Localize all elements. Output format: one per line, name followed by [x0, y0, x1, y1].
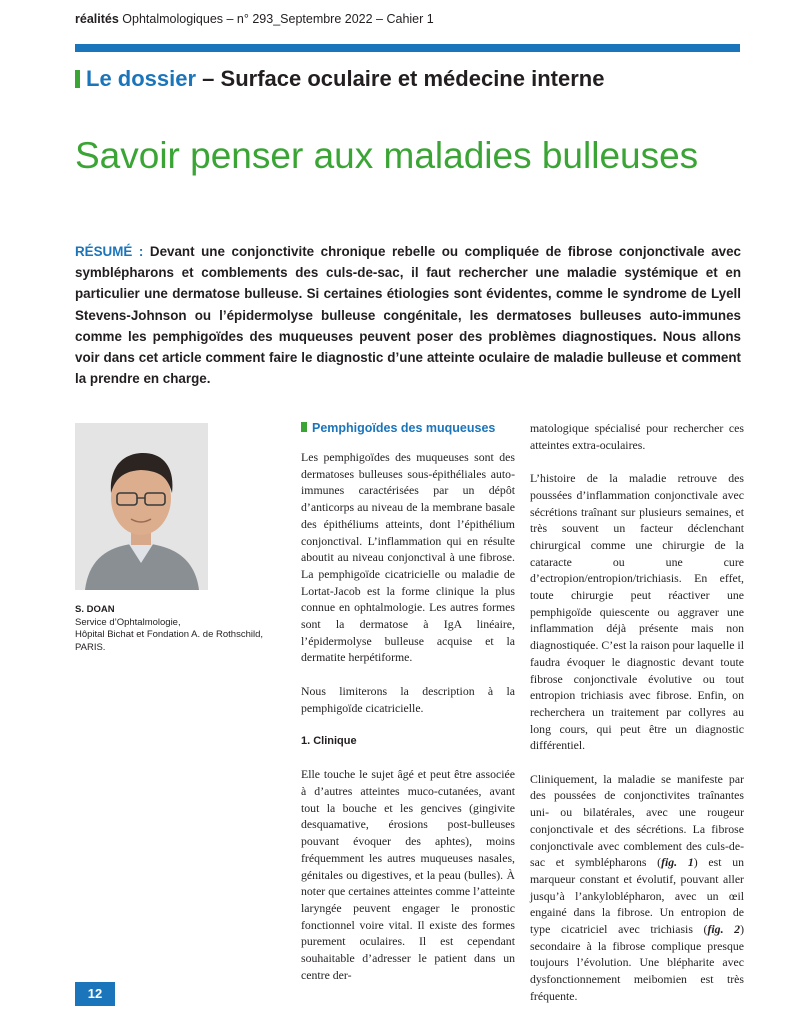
dossier-topic: – Surface oculaire et médecine interne [202, 66, 605, 91]
paragraph: matologique spécialisé pour rechercher ces atteintes extra-oculaires. [530, 421, 744, 452]
paragraph: L’histoire de la maladie retrouve des poussées d’inflammation conjonctivale avec sécrétions traînant sur plusieurs semaines, et très souvent un facteur déclenchant chirurgical comme une chirurgie de la cataracte ou une cure d’ectropion/entropion/trichiasis. En effet, toute chirurgie peut réactiver une pemphigoïde quiescente ou aggraver une inflammation déjà présente mais non diagnostiquée. C’est la raison pour laquelle il faudra évoquer le diagnostic devant toute fibrose conjonctivale évolutive ou tout entropion trichiasis avec fibrose. Enfin, on recherchera un traitement par collyres au long cours, qui peut être un diagnostic différentiel. [530, 471, 744, 753]
author-photo [75, 423, 208, 590]
text: ) secondaire à la fibrose complique presque toujours l’évolution. Une blépharite avec dysfonctionnement meibomien est très fréquente. [530, 922, 744, 1003]
paragraph [530, 771, 744, 1005]
text: Cliniquement, la maladie se manifeste par des poussées de conjonctivites traînantes uni- ou bilatérales, avec une rougeur conjonctivale et des sécrétions. La fibrose conjonctivale avec comblement des culs-de-sac et symblépharons ( [530, 771, 744, 870]
author-affiliation-1: Service d’Ophtalmologie, [75, 616, 181, 628]
author-affiliation-2: Hôpital Bichat et Fondation A. de Rothschild, [75, 629, 264, 640]
paragraph: Elle touche le sujet âgé et peut être associée à d’autres atteintes muco-cutanées, avant tout la bouche et les gencives (gingivite desquamative, érosions post-bulleuses pouvant évoquer des aphtes), moins fréquemment les autres muqueuses nasales, génitales ou digestives, et la peau (bulles). À noter que certaines atteintes comme l’atteinte laryngée peuvent engager le pronostic fonctionnel voire vital. Il existe des formes purement oculaires. Il est cependant souhaitable d’adresser le patient dans un centre der- [301, 767, 515, 982]
abstract [75, 241, 741, 389]
column-right [530, 420, 744, 1021]
author-affiliation-3: PARIS. [75, 641, 106, 653]
figure-ref[interactable]: fig. 2 [707, 922, 741, 937]
article-title: Savoir penser aux maladies bulleuses [75, 135, 699, 176]
author-caption [75, 604, 285, 654]
dossier-label: Le dossier [86, 66, 197, 91]
figure-ref[interactable]: fig. 1 [661, 855, 694, 870]
paragraph: Les pemphigoïdes des muqueuses sont des dermatoses bulleuses sous-épithéliales auto-immunes caractérisées par un dépôt d’anticorps au niveau de la membrane basale des épithéliums atteints, dont l’épithélium conjonctival. L’inflammation qui en résulte aboutit au niveau conjonctival à une fibrose. La pemphigoïde cicatricielle ou maladie de Lortat-Jacob est la forme clinique la plus connue en ophtalmologie. Les autres formes sont la dermatose à IgA linéaire, l’épidermolyse bulleuse acquise et la dermatite herpétiforme. [301, 450, 515, 665]
text: ) est un marqueur constant et évolutif, pouvant aller jusqu’à l’ankyloblépharon, avec un œil engainé dans la fibrose. Un entropion de type cicatriciel avec trichiasis ( [530, 855, 745, 937]
green-marker-icon [301, 422, 307, 432]
section-heading-text: Pemphigoïdes des muqueuses [312, 421, 496, 435]
abstract-label: RÉSUMÉ : [75, 244, 144, 259]
section-heading [301, 421, 495, 435]
journal-header [75, 12, 434, 26]
author-name: S. DOAN [75, 604, 115, 615]
journal-name: réalités [75, 12, 119, 26]
journal-issue: Ophtalmologiques – n° 293_Septembre 2022 – Cahier 1 [122, 12, 434, 26]
dossier-heading [75, 66, 604, 92]
green-marker-icon [75, 70, 80, 88]
abstract-text: Devant une conjonctivite chronique rebelle ou compliquée de fibrose conjonctivale avec symblépharons et comblements des culs-de-sac, il faut rechercher une maladie systémique et en particulier une dermatose bulleuse. Si certaines étiologies sont évidentes, comme le syndrome de Lyell Stevens-Johnson ou l’épidermolyse bulleuse congénitale, les dermatoses bulleuses auto-immunes comme les pemphigoïdes des muqueuses peuvent poser des problèmes diagnostiques. Nous allons voir dans cet article comment faire le diagnostic d’une atteinte oculaire de maladie bulleuse et comment la prendre en charge. [75, 244, 741, 387]
subsection-heading: 1. Clinique [301, 734, 357, 747]
page-number: 12 [75, 982, 115, 1006]
column-left [301, 449, 515, 1000]
paragraph: Nous limiterons la description à la pemphigoïde cicatricielle. [301, 683, 515, 715]
header-rule [75, 44, 740, 52]
author-portrait-icon [75, 423, 208, 590]
